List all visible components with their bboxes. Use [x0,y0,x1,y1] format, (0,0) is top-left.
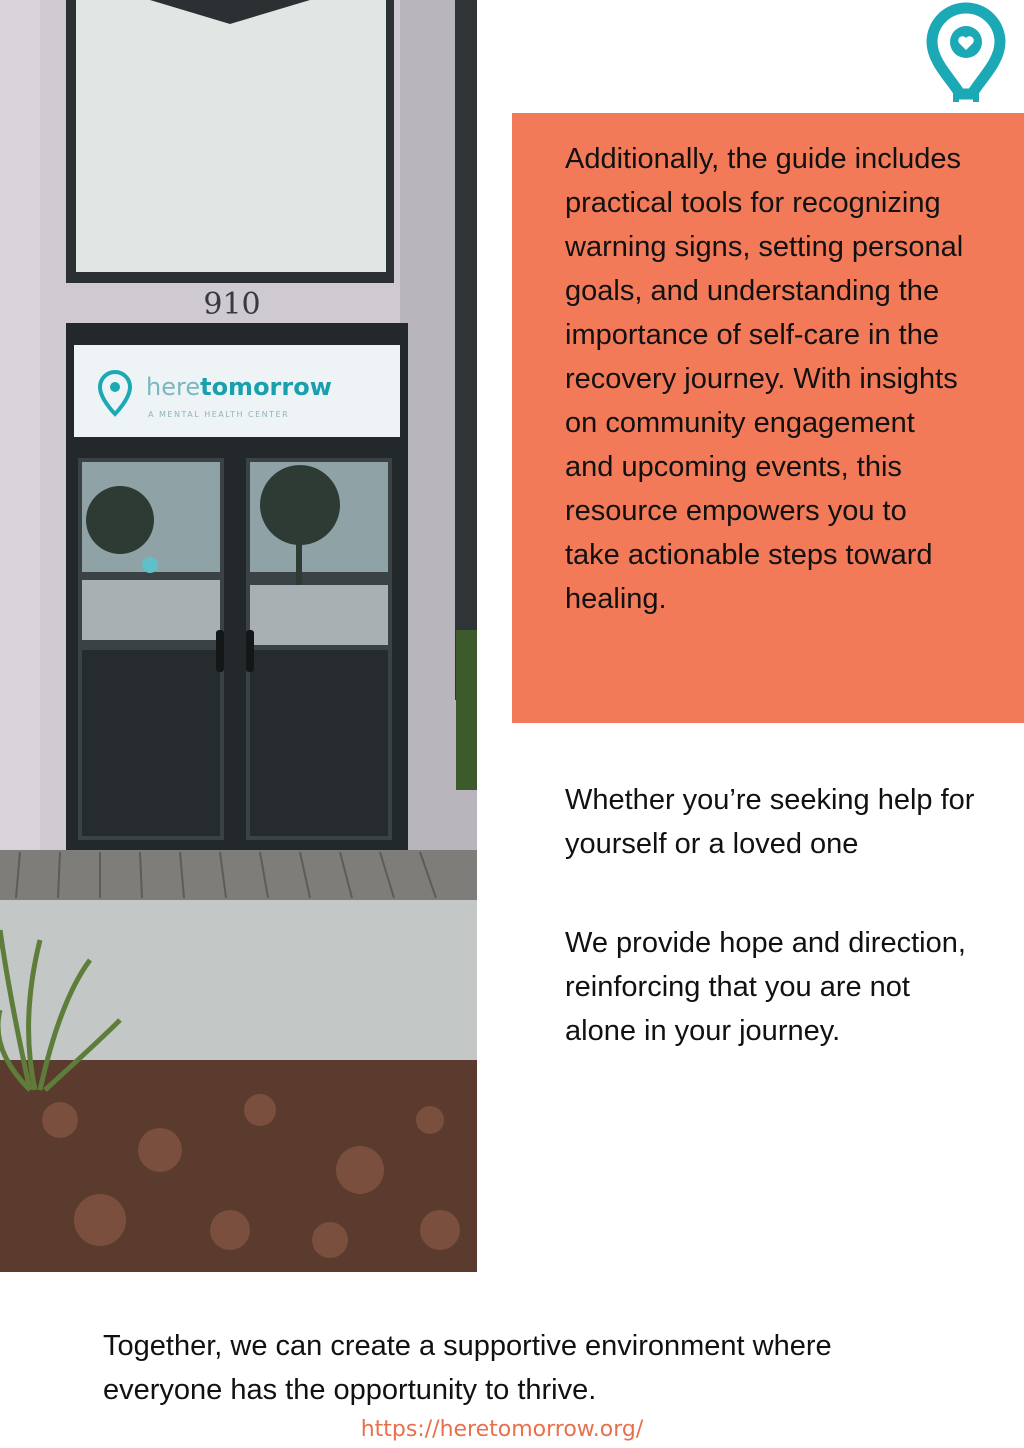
building-illustration [0,0,477,1272]
info-box [512,113,1024,723]
website-link[interactable]: https://heretomorrow.org/ [360,1417,644,1442]
closing-statement: Together, we can create a supportive environment where everyone has the opportunity to thrive. [103,1330,832,1406]
svg-text:heretomorrow [146,373,332,401]
building-photo [0,0,477,1272]
guide-description: Additionally, the guide includes practical tools for recognizing warning signs, setting personal goals, and understanding the importance of self-care in the recovery journey. With insights on community engagement and upcoming events, this resource empowers you to take actionable steps toward healing. [565,143,964,615]
sign-brand-light: here [146,373,201,401]
building-number: 910 [203,287,261,322]
sign-tagline: A MENTAL HEALTH CENTER [148,410,290,419]
sign-brand-bold: tomorrow [200,373,332,401]
seeking-help-text: Whether you’re seeking help for yourself or a loved one [565,784,975,860]
hope-text: We provide hope and direction, reinforcing that you are not alone in your journey. [565,927,966,1047]
location-heart-icon [920,0,1016,104]
